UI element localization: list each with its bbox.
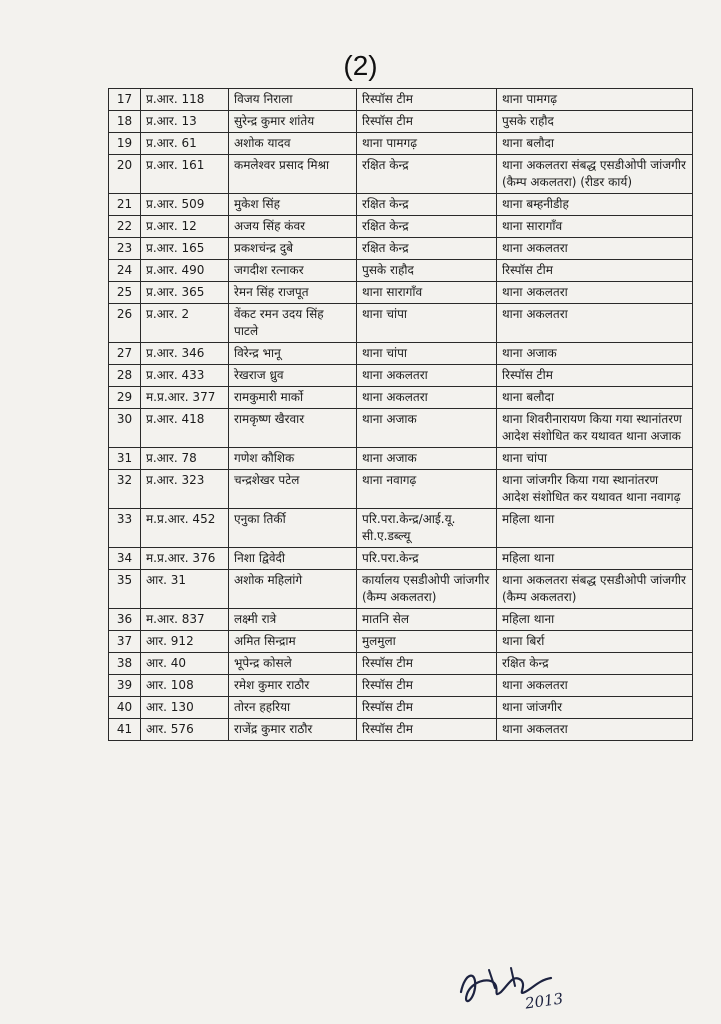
- current-posting-cell: रिस्पॉस टीम: [357, 89, 497, 111]
- new-posting-cell: थाना अकलतरा: [497, 675, 693, 697]
- serial-number-cell: 32: [109, 470, 141, 509]
- new-posting-cell: थाना अकलतरा संबद्ध एसडीओपी जांजगीर (कैम्प अकलतरा) (रीडर कार्य): [497, 155, 693, 194]
- page-number: (2): [343, 50, 378, 81]
- table-row: [109, 509, 693, 548]
- name-cell: विरेन्द्र भानू: [229, 343, 357, 365]
- serial-number-cell: 27: [109, 343, 141, 365]
- current-posting-cell: रक्षित केन्द्र: [357, 216, 497, 238]
- rank-number-cell: प्र.आर. 2: [141, 304, 229, 343]
- serial-number-cell: 19: [109, 133, 141, 155]
- name-cell: मुकेश सिंह: [229, 194, 357, 216]
- table-row: [109, 282, 693, 304]
- new-posting-cell: थाना चांपा: [497, 448, 693, 470]
- name-cell: रेखराज ध्रुव: [229, 365, 357, 387]
- new-posting-cell: थाना अकलतरा: [497, 719, 693, 741]
- signature-scribble-icon: [455, 962, 585, 1020]
- table-row: [109, 697, 693, 719]
- rank-number-cell: आर. 108: [141, 675, 229, 697]
- current-posting-cell: थाना अकलतरा: [357, 365, 497, 387]
- current-posting-cell: थाना पामगढ़: [357, 133, 497, 155]
- serial-number-cell: 29: [109, 387, 141, 409]
- rank-number-cell: आर. 40: [141, 653, 229, 675]
- new-posting-cell: थाना जांजगीर किया गया स्थानांतरण आदेश संशोधित कर यथावत थाना नवागढ़: [497, 470, 693, 509]
- new-posting-cell: महिला थाना: [497, 548, 693, 570]
- table-row: [109, 675, 693, 697]
- current-posting-cell: रिस्पॉस टीम: [357, 675, 497, 697]
- new-posting-cell: थाना सारागाँव: [497, 216, 693, 238]
- name-cell: अशोक महिलांगे: [229, 570, 357, 609]
- rank-number-cell: प्र.आर. 323: [141, 470, 229, 509]
- current-posting-cell: रिस्पॉस टीम: [357, 111, 497, 133]
- name-cell: गणेश कौशिक: [229, 448, 357, 470]
- rank-number-cell: प्र.आर. 433: [141, 365, 229, 387]
- new-posting-cell: थाना अकलतरा: [497, 304, 693, 343]
- rank-number-cell: प्र.आर. 490: [141, 260, 229, 282]
- current-posting-cell: रिस्पॉस टीम: [357, 697, 497, 719]
- table-row: [109, 570, 693, 609]
- rank-number-cell: आर. 912: [141, 631, 229, 653]
- rank-number-cell: म.प्र.आर. 376: [141, 548, 229, 570]
- rank-number-cell: आर. 130: [141, 697, 229, 719]
- new-posting-cell: थाना अकलतरा: [497, 238, 693, 260]
- table-row: [109, 133, 693, 155]
- rank-number-cell: प्र.आर. 78: [141, 448, 229, 470]
- rank-number-cell: प्र.आर. 161: [141, 155, 229, 194]
- new-posting-cell: थाना अकलतरा: [497, 282, 693, 304]
- serial-number-cell: 18: [109, 111, 141, 133]
- name-cell: रामकृष्ण खैरवार: [229, 409, 357, 448]
- rank-number-cell: म.प्र.आर. 452: [141, 509, 229, 548]
- new-posting-cell: थाना बलौदा: [497, 387, 693, 409]
- table-row: [109, 111, 693, 133]
- transfer-table: [108, 88, 693, 741]
- name-cell: राजेंद्र कुमार राठौर: [229, 719, 357, 741]
- name-cell: रमेश कुमार राठौर: [229, 675, 357, 697]
- table-row: [109, 609, 693, 631]
- serial-number-cell: 21: [109, 194, 141, 216]
- new-posting-cell: रक्षित केन्द्र: [497, 653, 693, 675]
- rank-number-cell: प्र.आर. 346: [141, 343, 229, 365]
- serial-number-cell: 23: [109, 238, 141, 260]
- current-posting-cell: थाना नवागढ़: [357, 470, 497, 509]
- rank-number-cell: प्र.आर. 365: [141, 282, 229, 304]
- new-posting-cell: पुसके राहौद: [497, 111, 693, 133]
- serial-number-cell: 17: [109, 89, 141, 111]
- serial-number-cell: 24: [109, 260, 141, 282]
- current-posting-cell: थाना चांपा: [357, 304, 497, 343]
- table-row: [109, 631, 693, 653]
- table-row: [109, 470, 693, 509]
- current-posting-cell: रक्षित केन्द्र: [357, 238, 497, 260]
- current-posting-cell: थाना अकलतरा: [357, 387, 497, 409]
- current-posting-cell: मातनि सेल: [357, 609, 497, 631]
- new-posting-cell: महिला थाना: [497, 609, 693, 631]
- current-posting-cell: रिस्पॉस टीम: [357, 653, 497, 675]
- name-cell: निशा द्विवेदी: [229, 548, 357, 570]
- name-cell: जगदीश रत्नाकर: [229, 260, 357, 282]
- rank-number-cell: प्र.आर. 418: [141, 409, 229, 448]
- serial-number-cell: 37: [109, 631, 141, 653]
- rank-number-cell: प्र.आर. 118: [141, 89, 229, 111]
- new-posting-cell: रिस्पॉस टीम: [497, 365, 693, 387]
- table-row: [109, 304, 693, 343]
- rank-number-cell: प्र.आर. 13: [141, 111, 229, 133]
- new-posting-cell: थाना शिवरीनारायण किया गया स्थानांतरण आदेश संशोधित कर यथावत थाना अजाक: [497, 409, 693, 448]
- new-posting-cell: थाना पामगढ़: [497, 89, 693, 111]
- new-posting-cell: थाना अकलतरा संबद्ध एसडीओपी जांजगीर (कैम्प अकलतरा): [497, 570, 693, 609]
- current-posting-cell: परि.परा.केन्द्र/आई.यू. सी.ए.डब्ल्यू: [357, 509, 497, 548]
- rank-number-cell: आर. 576: [141, 719, 229, 741]
- name-cell: अशोक यादव: [229, 133, 357, 155]
- table-row: [109, 365, 693, 387]
- table-row: [109, 343, 693, 365]
- serial-number-cell: 41: [109, 719, 141, 741]
- current-posting-cell: रक्षित केन्द्र: [357, 155, 497, 194]
- signature-date: 2013: [523, 989, 565, 1013]
- current-posting-cell: मुलमुला: [357, 631, 497, 653]
- name-cell: चन्द्रशेखर पटेल: [229, 470, 357, 509]
- name-cell: वेंकट रमन उदय सिंह पाटले: [229, 304, 357, 343]
- rank-number-cell: प्र.आर. 61: [141, 133, 229, 155]
- serial-number-cell: 25: [109, 282, 141, 304]
- rank-number-cell: आर. 31: [141, 570, 229, 609]
- serial-number-cell: 40: [109, 697, 141, 719]
- serial-number-cell: 28: [109, 365, 141, 387]
- new-posting-cell: महिला थाना: [497, 509, 693, 548]
- table-row: [109, 238, 693, 260]
- current-posting-cell: परि.परा.केन्द्र: [357, 548, 497, 570]
- serial-number-cell: 35: [109, 570, 141, 609]
- serial-number-cell: 20: [109, 155, 141, 194]
- name-cell: रेमन सिंह राजपूत: [229, 282, 357, 304]
- rank-number-cell: म.प्र.आर. 377: [141, 387, 229, 409]
- name-cell: सुरेन्द्र कुमार शांतेय: [229, 111, 357, 133]
- new-posting-cell: थाना बम्हनीडीह: [497, 194, 693, 216]
- name-cell: अजय सिंह कंवर: [229, 216, 357, 238]
- serial-number-cell: 30: [109, 409, 141, 448]
- current-posting-cell: थाना सारागाँव: [357, 282, 497, 304]
- table-row: [109, 409, 693, 448]
- new-posting-cell: थाना बिर्रा: [497, 631, 693, 653]
- new-posting-cell: थाना बलौदा: [497, 133, 693, 155]
- rank-number-cell: म.आर. 837: [141, 609, 229, 631]
- name-cell: कमलेश्वर प्रसाद मिश्रा: [229, 155, 357, 194]
- current-posting-cell: थाना अजाक: [357, 448, 497, 470]
- name-cell: अमित सिन्द्राम: [229, 631, 357, 653]
- table-row: [109, 89, 693, 111]
- serial-number-cell: 31: [109, 448, 141, 470]
- serial-number-cell: 22: [109, 216, 141, 238]
- serial-number-cell: 34: [109, 548, 141, 570]
- rank-number-cell: प्र.आर. 165: [141, 238, 229, 260]
- table-row: [109, 216, 693, 238]
- serial-number-cell: 39: [109, 675, 141, 697]
- serial-number-cell: 26: [109, 304, 141, 343]
- current-posting-cell: पुसके राहौद: [357, 260, 497, 282]
- name-cell: विजय निराला: [229, 89, 357, 111]
- current-posting-cell: कार्यालय एसडीओपी जांजगीर (कैम्प अकलतरा): [357, 570, 497, 609]
- table-row: [109, 719, 693, 741]
- rank-number-cell: प्र.आर. 12: [141, 216, 229, 238]
- new-posting-cell: थाना जांजगीर: [497, 697, 693, 719]
- current-posting-cell: रिस्पॉस टीम: [357, 719, 497, 741]
- transfer-table-body: [109, 89, 693, 741]
- name-cell: एनुका तिर्की: [229, 509, 357, 548]
- new-posting-cell: थाना अजाक: [497, 343, 693, 365]
- table-row: [109, 155, 693, 194]
- table-row: [109, 387, 693, 409]
- new-posting-cell: रिस्पॉस टीम: [497, 260, 693, 282]
- serial-number-cell: 33: [109, 509, 141, 548]
- name-cell: तोरन हहरिया: [229, 697, 357, 719]
- name-cell: प्रकशचंन्द्र दुबे: [229, 238, 357, 260]
- current-posting-cell: थाना चांपा: [357, 343, 497, 365]
- serial-number-cell: 38: [109, 653, 141, 675]
- table-row: [109, 653, 693, 675]
- name-cell: रामकुमारी मार्को: [229, 387, 357, 409]
- table-row: [109, 448, 693, 470]
- serial-number-cell: 36: [109, 609, 141, 631]
- name-cell: लक्ष्मी रात्रे: [229, 609, 357, 631]
- current-posting-cell: रक्षित केन्द्र: [357, 194, 497, 216]
- table-row: [109, 260, 693, 282]
- signature: [455, 962, 585, 1020]
- table-row: [109, 194, 693, 216]
- current-posting-cell: थाना अजाक: [357, 409, 497, 448]
- table-row: [109, 548, 693, 570]
- name-cell: भूपेन्द्र कोसले: [229, 653, 357, 675]
- rank-number-cell: प्र.आर. 509: [141, 194, 229, 216]
